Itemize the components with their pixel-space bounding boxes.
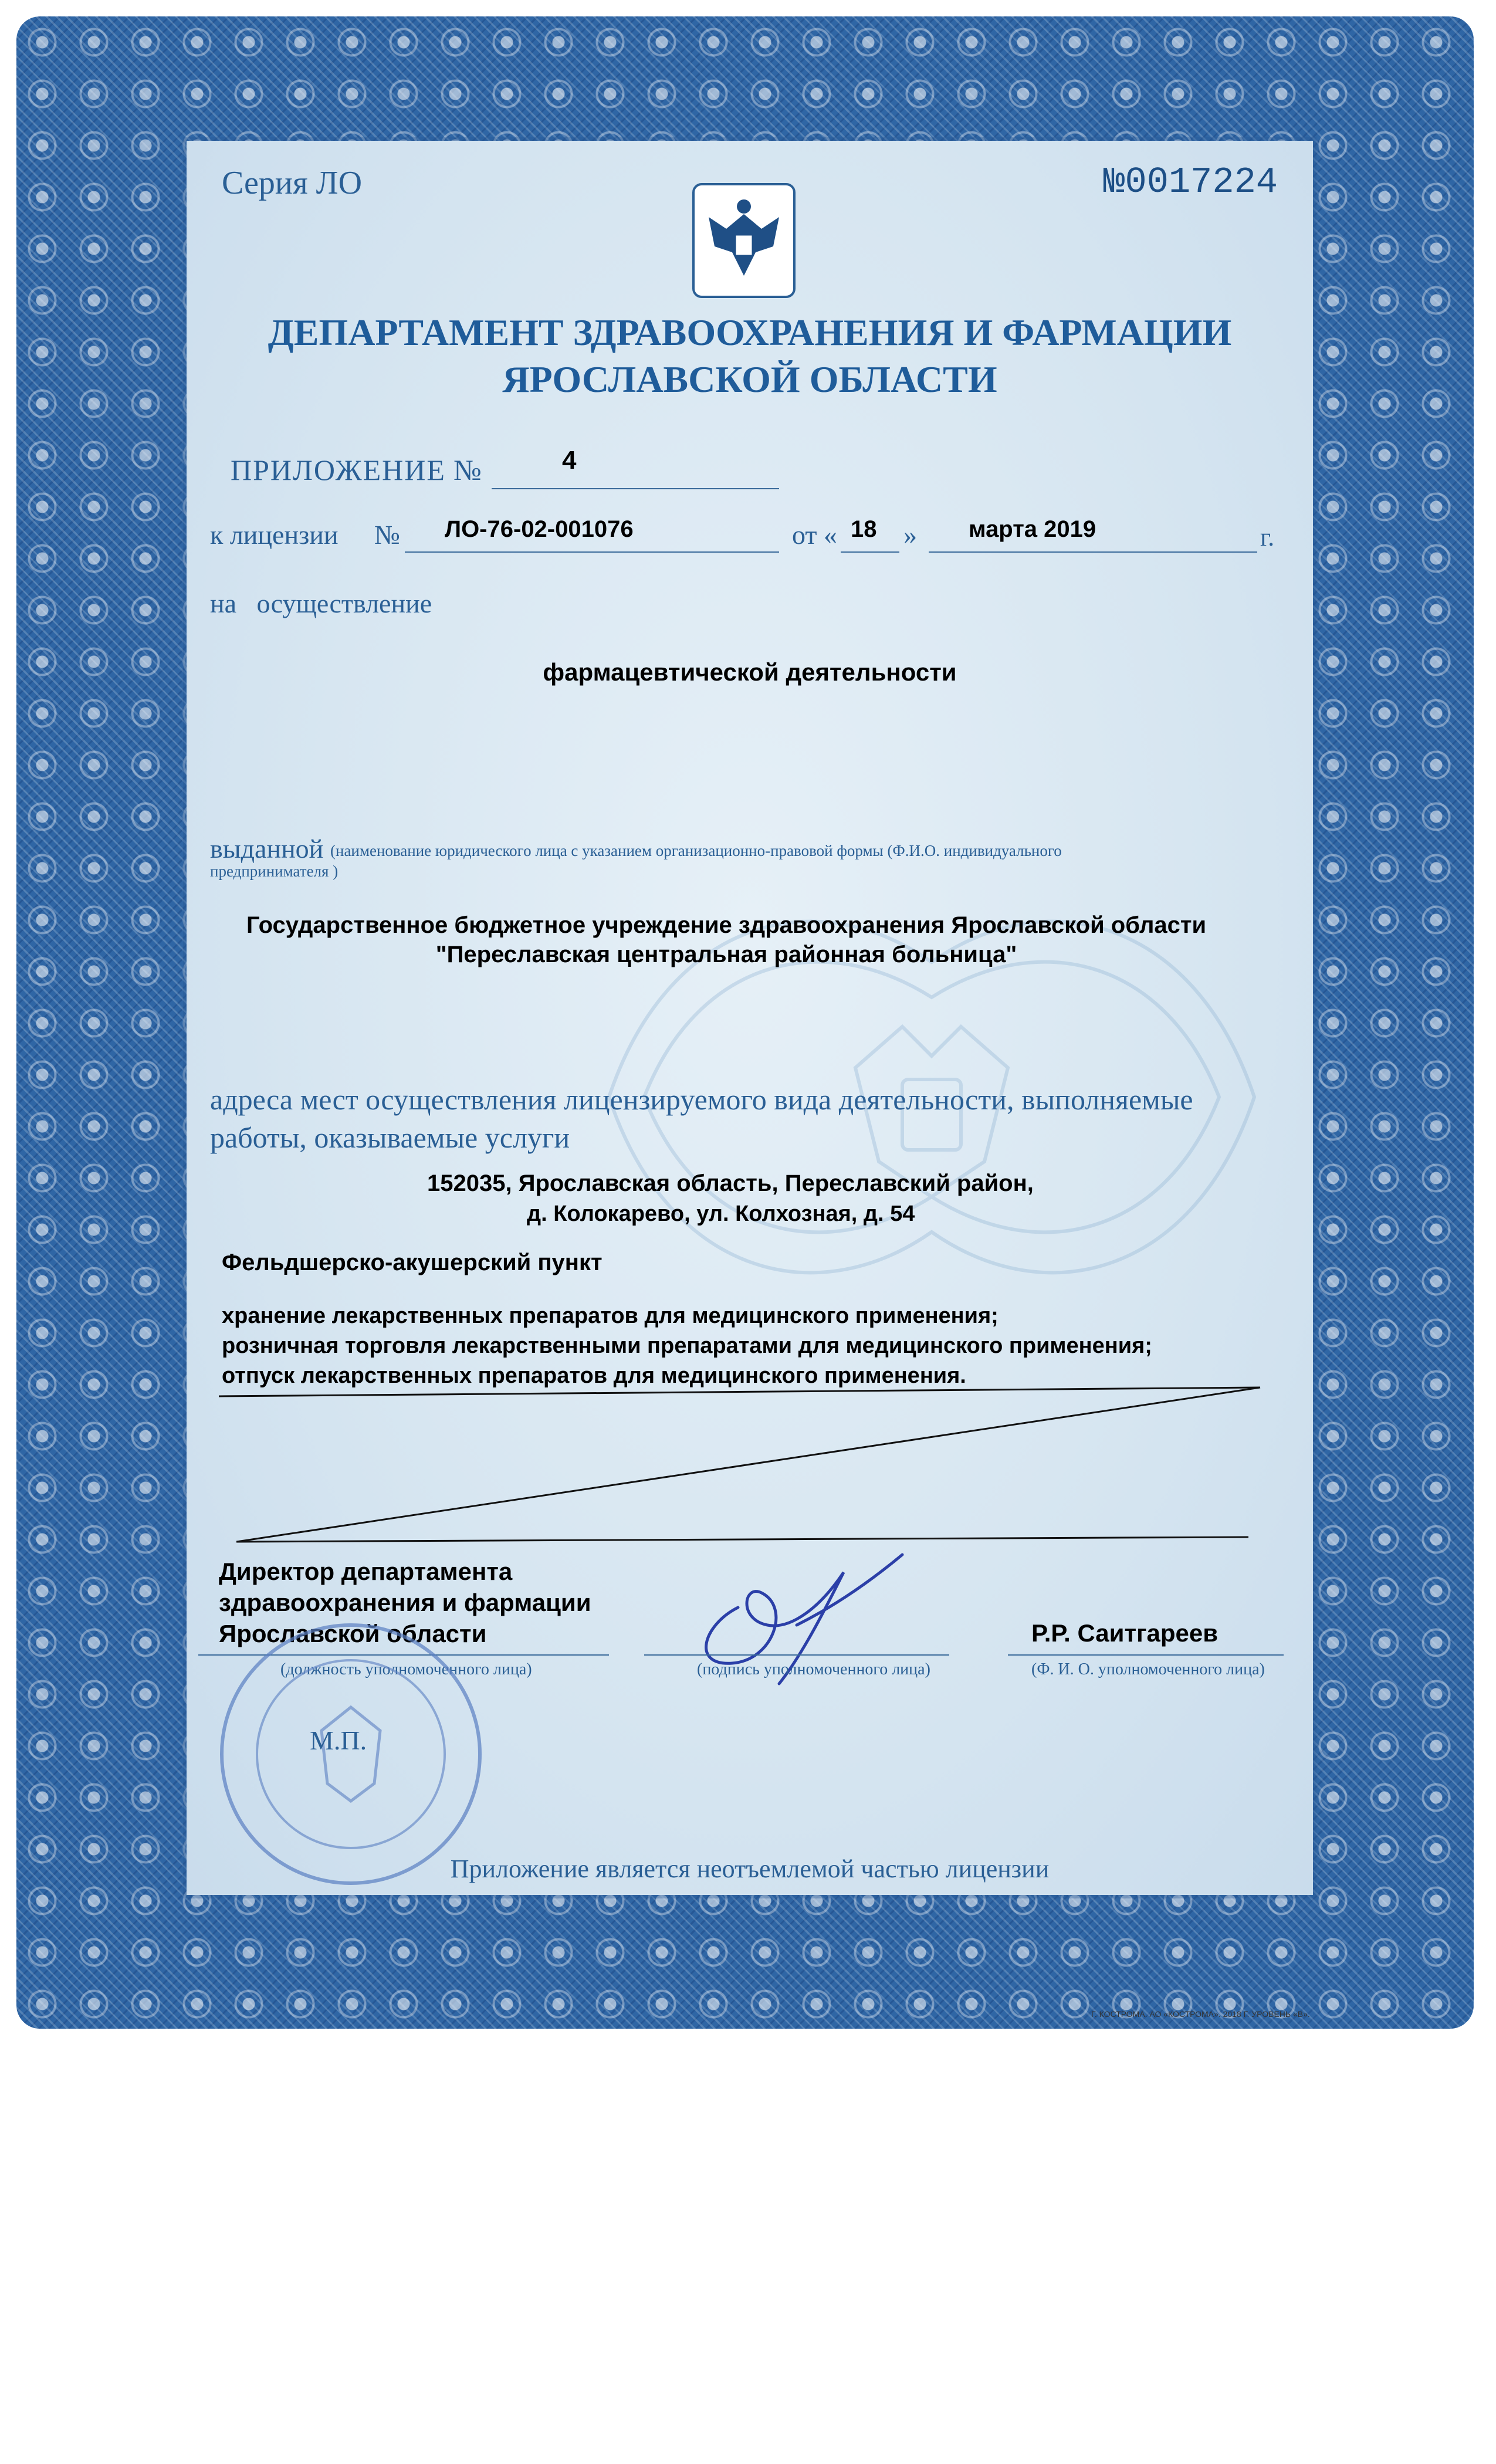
name-line <box>1008 1654 1284 1656</box>
issued-hint-line1: (наименование юридического лица с указанием организационно-правовой формы (Ф.И.О. индивидуального <box>330 842 1062 859</box>
addresses-label-line2: работы, оказываемые услуги <box>210 1121 570 1154</box>
stamp-place-label: М.П. <box>310 1725 367 1755</box>
position-hint: (должность уполномоченного лица) <box>280 1660 532 1678</box>
organization-name-line1: Государственное бюджетное учреждение здравоохранения Ярославской области <box>246 912 1207 938</box>
service-item: розничная торговля лекарственными препаратами для медицинского применения; <box>222 1333 1152 1358</box>
license-date-close-quote: » <box>903 520 917 550</box>
address-line2: д. Колокарево, ул. Колхозная, д. 54 <box>527 1201 915 1226</box>
signatory-position-line3: Ярославской области <box>219 1620 487 1647</box>
signatory-position-line1: Директор департамента <box>219 1558 513 1585</box>
form-number: №0017224 <box>1103 161 1278 203</box>
license-month-year: марта 2019 <box>969 516 1096 542</box>
series-label: Серия ЛО <box>222 165 363 201</box>
appendix-number-sign: № <box>453 453 482 486</box>
license-date-from-label: от « <box>792 520 837 550</box>
certificate-paper <box>187 141 1313 1895</box>
name-hint: (Ф. И. О. уполномоченного лица) <box>1031 1660 1265 1678</box>
license-number-sign: № <box>374 520 400 550</box>
organization-name-line2: "Переславская центральная районная больница" <box>435 942 1017 967</box>
appendix-number: 4 <box>562 446 577 475</box>
signatory-position-line2: здравоохранения и фармации <box>219 1589 591 1616</box>
appendix-label: ПРИЛОЖЕНИЕ <box>231 453 446 486</box>
signatory-name: Р.Р. Саитгареев <box>1031 1619 1219 1647</box>
signature-line <box>644 1654 949 1656</box>
service-item: хранение лекарственных препаратов для медицинского применения; <box>222 1304 999 1328</box>
department-title-line2: ЯРОСЛАВСКОЙ ОБЛАСТИ <box>502 358 997 400</box>
facility-name: Фельдшерско-акушерский пункт <box>222 1250 603 1275</box>
license-day: 18 <box>851 516 877 542</box>
activity-label: на осуществление <box>210 588 432 618</box>
license-number: ЛО-76-02-001076 <box>445 516 634 542</box>
appendix-footer-note: Приложение является неотъемлемой частью лицензии <box>450 1854 1050 1883</box>
issued-hint-line2: предпринимателя ) <box>210 862 339 880</box>
department-title-line1: ДЕПАРТАМЕНТ ЗДРАВООХРАНЕНИЯ И ФАРМАЦИИ <box>268 312 1232 353</box>
issued-label: выданной <box>210 834 324 864</box>
service-item: отпуск лекарственных препаратов для медицинского применения. <box>222 1363 966 1388</box>
activity-type: фармацевтической деятельности <box>543 658 957 686</box>
license-label: к лицензии <box>210 520 339 550</box>
printer-imprint: Г. КОСТРОМА. АО «КОСТРОМА». 2018 Г. УРОВЕНЬ «В». <box>1091 2009 1310 2019</box>
addresses-label-line1: адреса мест осуществления лицензируемого вида деятельности, выполняемые <box>210 1083 1193 1116</box>
address-line1: 152035, Ярославская область, Переславский район, <box>427 1170 1034 1196</box>
signature-hint: (подпись уполномоченного лица) <box>697 1660 930 1678</box>
license-year-suffix: г. <box>1260 523 1275 551</box>
